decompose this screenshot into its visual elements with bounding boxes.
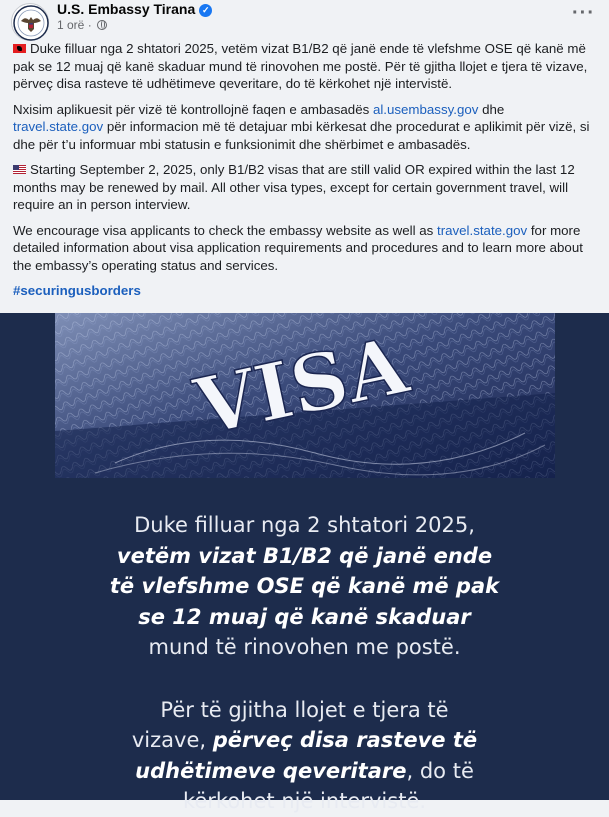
- verified-badge-icon: ✓: [199, 4, 212, 17]
- post-meta: [57, 18, 107, 32]
- caption-line: udhëtimeve qeveritare, do të: [135, 758, 474, 783]
- paragraph-english-links: We encourage visa applicants to check the embassy website as well as travel.state.gov for more detailed information about visa application requirements and procedures and to learn more about the embassy’s operating status and services.: [13, 222, 583, 273]
- caption-line: vetëm vizat B1/B2 që janë ende: [116, 543, 493, 568]
- caption-line: kërkohet një intervistë.: [182, 789, 427, 813]
- ellipsis-icon[interactable]: ···: [572, 2, 595, 24]
- post-time[interactable]: 1 orë: [57, 18, 85, 32]
- caption-line: vizave, përveç disa rasteve të: [131, 728, 478, 752]
- link-travel-state-gov-en[interactable]: travel.state.gov: [437, 222, 528, 238]
- globe-icon: [97, 20, 107, 30]
- caption-line: të vlefshme OSE që kanë më pak: [109, 574, 500, 598]
- paragraph-albanian-notice: Duke filluar nga 2 shtatori 2025, vetëm vizat B1/B2 që janë ende të vlefshme OSE që kanë më pak se 12 muaj që kanë skaduar mund të rinovohen me postë. Për të gjitha llojet e tjera të vizave, përveç disa rasteve të udhëtimeve qeveritare, do të kërkohet një intervistë.: [13, 41, 588, 91]
- visa-word: VISA: [187, 320, 416, 454]
- page-name[interactable]: U.S. Embassy Tirana ✓: [57, 1, 212, 17]
- link-travel-state-gov[interactable]: travel.state.gov: [13, 119, 104, 134]
- caption-line: mund të rinovohen me postë.: [148, 635, 461, 659]
- post-header: [0, 0, 609, 42]
- image-caption: [0, 510, 609, 817]
- visa-document-photo: [55, 313, 555, 478]
- paragraph-albanian-links: Nxisim aplikuesit për vizë të kontrollojnë faqen e ambasadës al.usembassy.gov dhe travel.state.gov për informacion më të detajuar mbi kërkesat dhe procedurat e aplikimit për vizë, si dhe për t’u informuar mbi statusin e funksionimit dhe shërbimet e ambasadës.: [13, 101, 590, 152]
- hashtag-link[interactable]: #securingusborders: [13, 283, 141, 298]
- paragraph-english-notice: Starting September 2, 2025, only B1/B2 visas that are still valid OR expired within the last 12 months may be renewed by mail. All other visa types, except for certain government travel, will require an in person interview.: [13, 162, 575, 212]
- caption-line: se 12 muaj që kanë skaduar: [138, 604, 471, 629]
- meta-separator: ·: [87, 18, 92, 32]
- albania-flag-icon: [13, 44, 26, 53]
- post-image[interactable]: [0, 313, 609, 813]
- caption-line: Për të gjitha llojet e tjera të: [160, 697, 449, 722]
- us-flag-icon: [13, 165, 26, 174]
- caption-line: Duke filluar nga 2 shtatori 2025,: [134, 513, 475, 537]
- link-al-usembassy[interactable]: al.usembassy.gov: [372, 101, 479, 117]
- eagle-seal-icon: [12, 4, 50, 42]
- post-text: [13, 40, 603, 308]
- embassy-seal-avatar[interactable]: [11, 3, 49, 41]
